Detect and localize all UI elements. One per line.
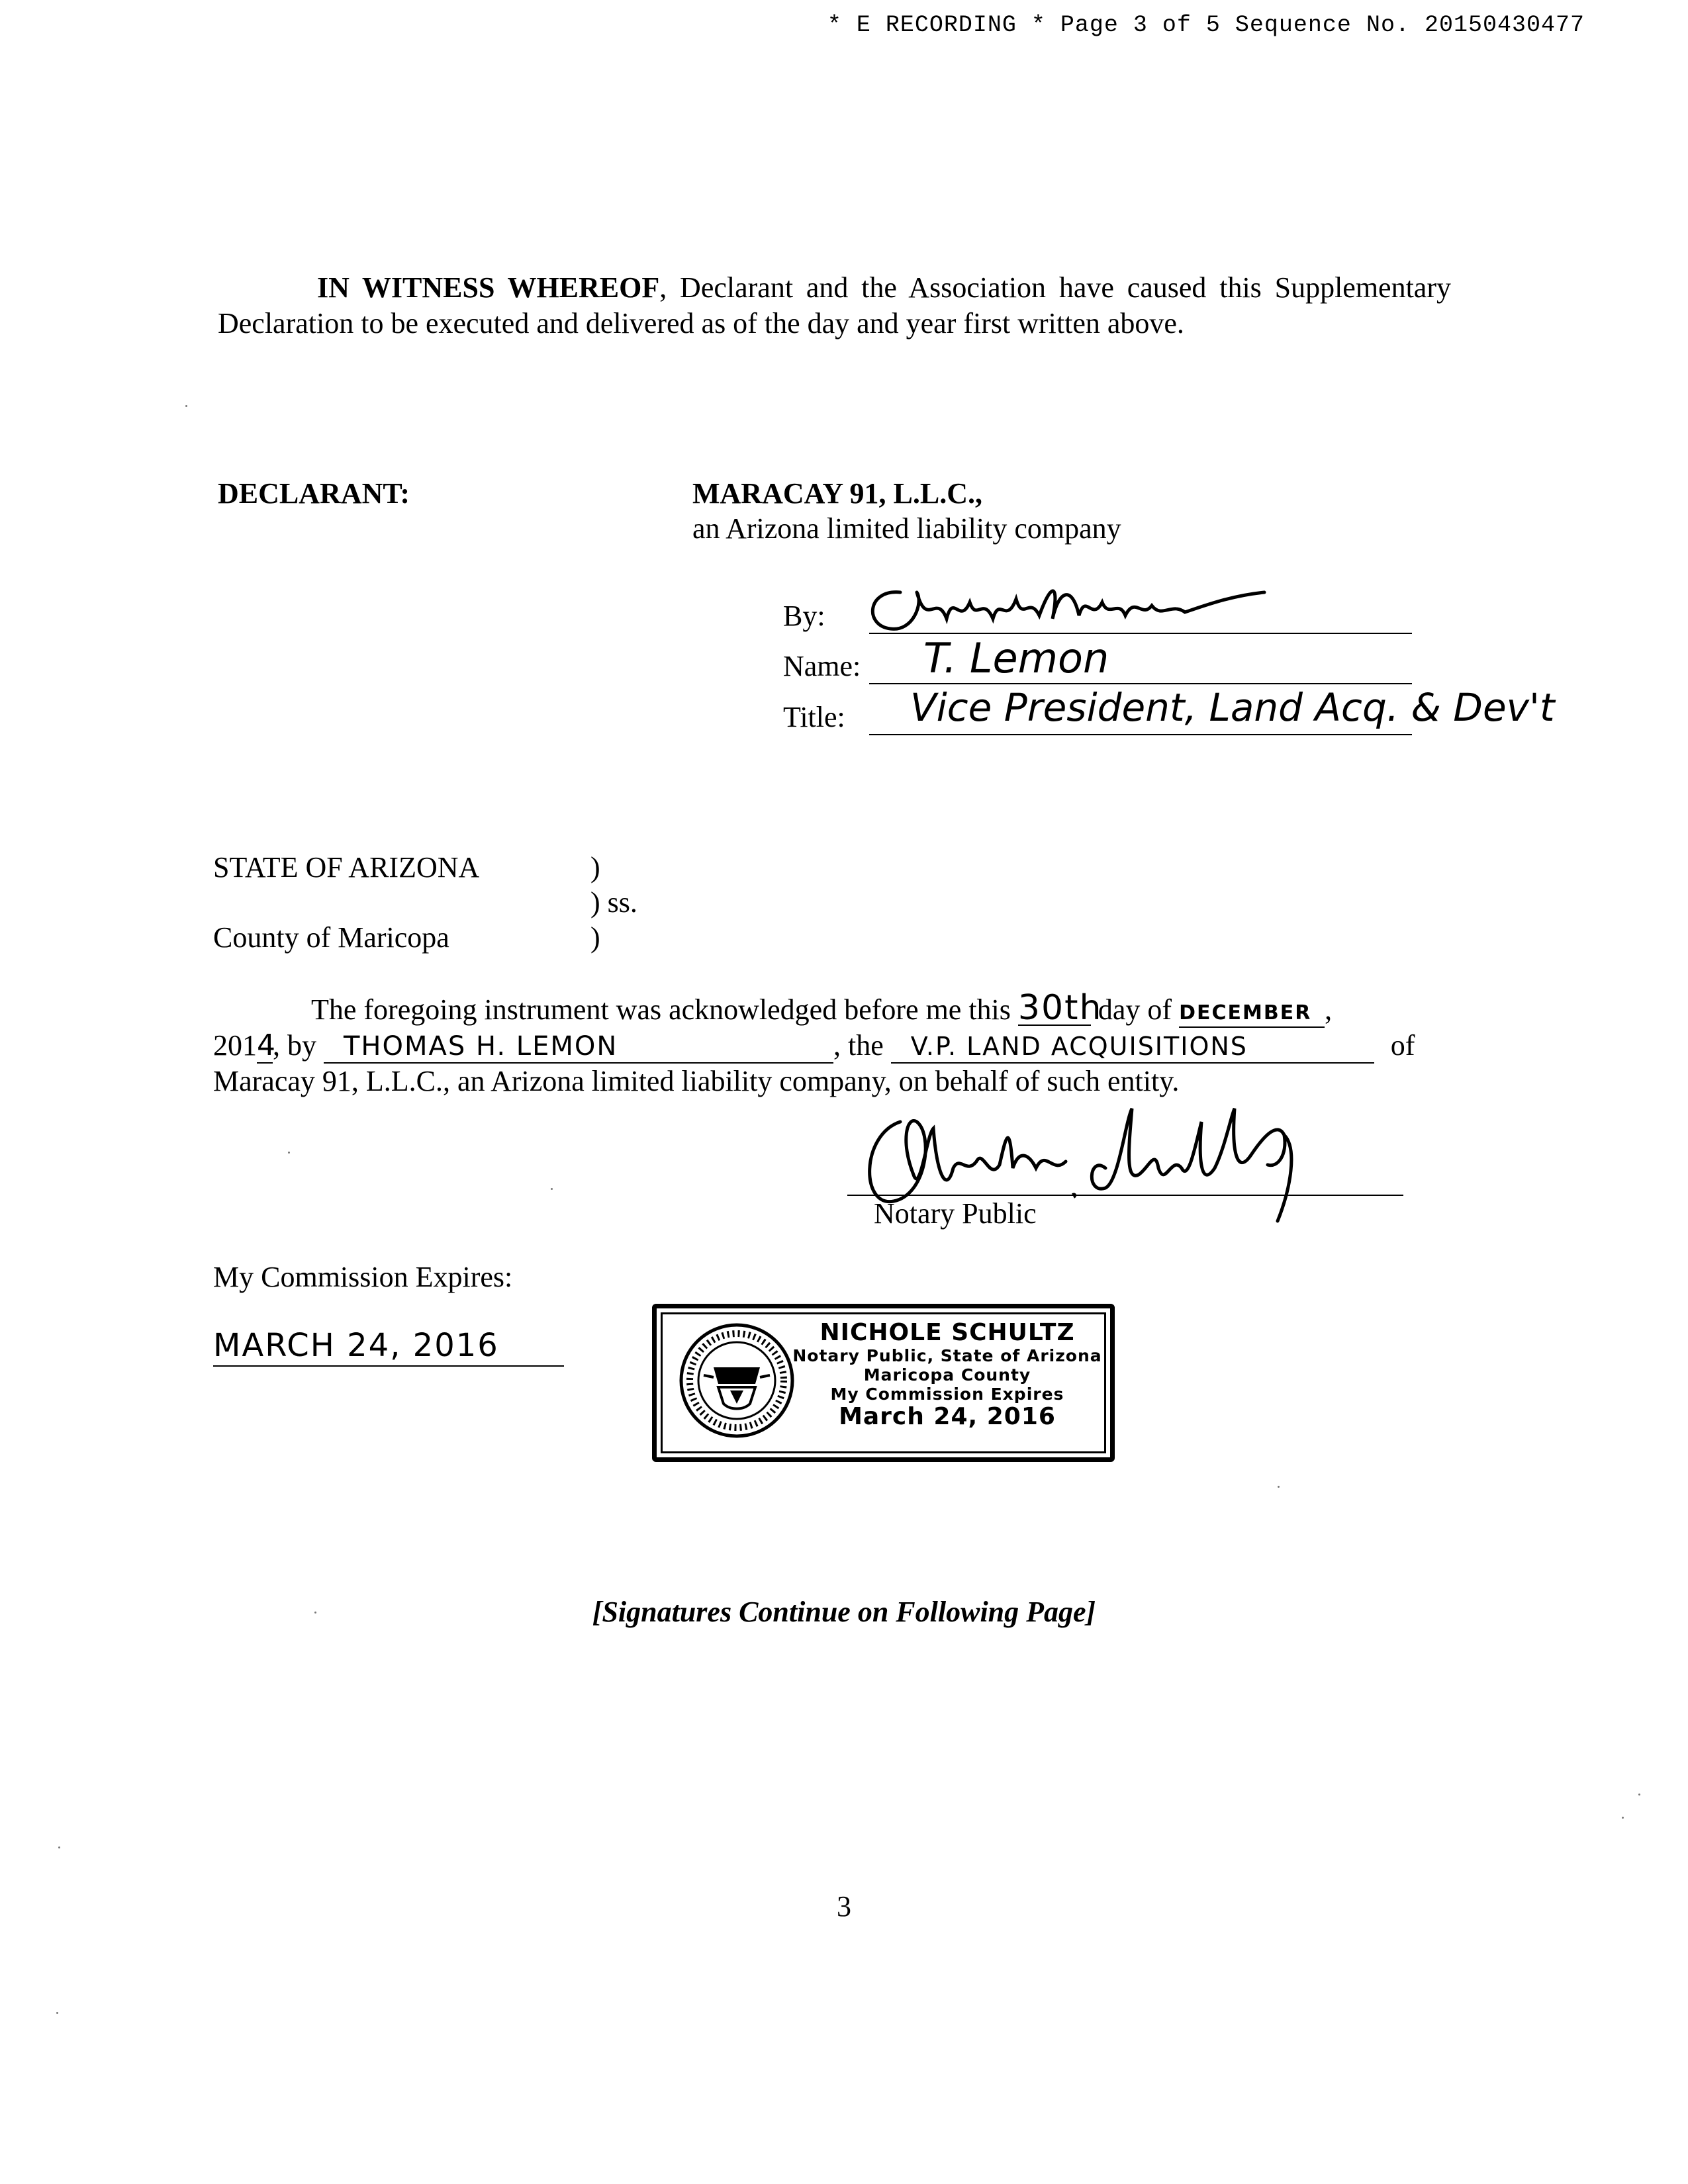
- commission-expires-line: [213, 1365, 564, 1367]
- stamp-text-block: [792, 1320, 1103, 1430]
- venue-county: County of Maricopa: [213, 921, 449, 954]
- stamp-inner-border: [661, 1312, 1106, 1453]
- company-description: an Arizona limited liability company: [692, 512, 1121, 545]
- ack-person-value: THOMAS H. LEMON: [344, 1031, 618, 1062]
- name-signature-line: [869, 683, 1412, 684]
- commission-expires-value: MARCH 24, 2016: [213, 1327, 499, 1364]
- name-label: Name:: [783, 650, 861, 682]
- ack-text-1: The foregoing instrument was acknowledged before me this: [311, 993, 1011, 1026]
- ack-text-2: day of: [1098, 993, 1172, 1026]
- ack-day-value: 30th: [1017, 988, 1103, 1028]
- ack-comma: ,: [1325, 993, 1333, 1026]
- title-value: Vice President, Land Acq. & Dev't: [910, 685, 1555, 730]
- stamp-line-2: Maricopa County: [863, 1365, 1031, 1385]
- ack-line-1: [213, 990, 1458, 1028]
- witness-lead: IN WITNESS WHEREOF: [317, 271, 660, 304]
- ack-month-value: DECEMBER: [1179, 1001, 1312, 1024]
- venue-ss: ) ss.: [590, 886, 637, 919]
- signatures-continue-note: [Signatures Continue on Following Page]: [592, 1596, 1096, 1628]
- scan-speck: [1622, 1817, 1624, 1819]
- name-value: T. Lemon: [923, 634, 1109, 682]
- venue-paren-top: ): [590, 851, 600, 884]
- recording-header: * E RECORDING * Page 3 of 5 Sequence No. 20150430477: [827, 12, 1585, 38]
- venue-paren-bottom: ): [590, 921, 600, 954]
- scan-speck: [288, 1152, 290, 1154]
- ack-year-blank: [257, 1028, 277, 1064]
- acknowledgment-paragraph: [213, 990, 1458, 1099]
- scan-speck: [185, 405, 187, 407]
- declarant-signature: [861, 566, 1271, 639]
- scan-speck: [1638, 1794, 1640, 1796]
- ack-text-4: , the: [833, 1029, 884, 1062]
- stamp-line-3: My Commission Expires: [830, 1385, 1064, 1404]
- scan-speck: [1278, 1486, 1280, 1488]
- company-name: MARACAY 91, L.L.C.,: [692, 477, 982, 510]
- notary-stamp: [652, 1304, 1115, 1462]
- ack-role-value: V.P. LAND ACQUISITIONS: [910, 1032, 1248, 1061]
- by-label: By:: [783, 600, 825, 632]
- scan-speck: [314, 1612, 316, 1614]
- title-label: Title:: [783, 701, 845, 733]
- ack-text-3: , by: [273, 1029, 316, 1062]
- ack-month-blank: [1179, 992, 1325, 1028]
- title-signature-line: [869, 734, 1412, 735]
- scan-speck: [56, 2012, 58, 2014]
- ack-line-3: Maracay 91, L.L.C., an Arizona limited liability company, on behalf of such entity.: [213, 1065, 1180, 1097]
- ack-day-blank: [1017, 988, 1103, 1028]
- stamp-line-1: Notary Public, State of Arizona: [792, 1346, 1102, 1365]
- ack-role-blank: [891, 1028, 1374, 1064]
- scan-speck: [551, 1188, 553, 1190]
- witness-text: , Declarant and the Association have caused this Supplementary Declaration to be executed and delivered as of the day and year first written above.: [218, 271, 1451, 340]
- notary-public-label: Notary Public: [874, 1197, 1037, 1230]
- ack-person-blank: [324, 1028, 833, 1064]
- ack-year-digit: 4: [257, 1028, 277, 1062]
- ack-text-5: of: [1390, 1029, 1415, 1062]
- notary-seal-icon: [677, 1321, 796, 1440]
- commission-expires-label: My Commission Expires:: [213, 1261, 513, 1293]
- witness-paragraph: [218, 270, 1451, 341]
- stamp-date: March 24, 2016: [839, 1403, 1056, 1430]
- declarant-label: DECLARANT:: [218, 477, 410, 510]
- ack-line-2: [213, 1028, 1458, 1064]
- scan-speck: [58, 1846, 60, 1848]
- page-number: 3: [837, 1890, 851, 1923]
- ack-year-prefix: 201: [213, 1029, 257, 1062]
- stamp-name: NICHOLE SCHULTZ: [820, 1319, 1075, 1346]
- venue-state: STATE OF ARIZONA: [213, 851, 480, 884]
